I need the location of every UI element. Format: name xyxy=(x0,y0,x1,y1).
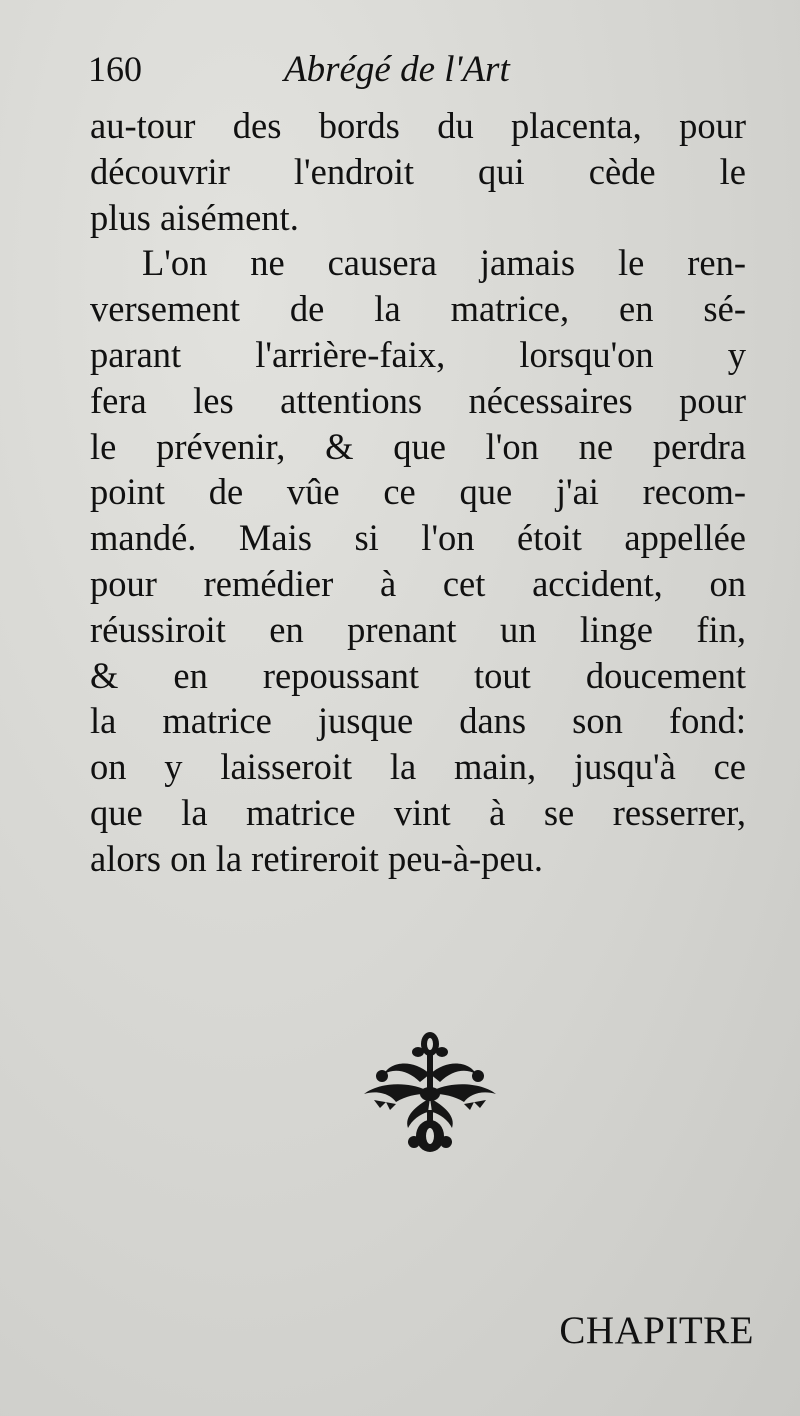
text-line: L'on ne causera jamais le ren- xyxy=(142,242,746,284)
fleuron-ornament-icon xyxy=(360,1028,500,1158)
text-line: mandé. Mais si l'on étoit appellée xyxy=(90,517,746,559)
text-line: découvrir l'endroit qui cède le xyxy=(90,150,746,192)
text-line: on y laisseroit la main, jusqu'à ce xyxy=(90,746,746,788)
text-line: point de vûe ce que j'ai recom- xyxy=(90,471,746,513)
text-line: le prévenir, & que l'on ne perdra xyxy=(90,425,746,467)
text-line: fera les attentions nécessaires pour xyxy=(90,379,746,421)
page-header xyxy=(88,48,748,96)
text-line: & en repoussant tout doucement xyxy=(90,654,746,696)
page-number: 160 xyxy=(88,49,142,89)
text-line: réussiroit en prenant un linge fin, xyxy=(90,608,746,650)
text-line: plus aisément. xyxy=(90,196,299,238)
text-line: la matrice jusque dans son fond: xyxy=(90,700,746,742)
text-line: alors on la retireroit peu-à-peu. xyxy=(90,837,544,879)
body-text xyxy=(90,103,746,882)
running-title: Abrégé de l'Art xyxy=(284,49,510,90)
text-line: pour remédier à cet accident, on xyxy=(90,562,746,604)
text-line: versement de la matrice, en sé- xyxy=(90,288,746,330)
text-line: parant l'arrière-faix, lorsqu'on y xyxy=(90,333,746,375)
catchword: CHAPITRE xyxy=(559,1309,754,1352)
text-line: au-tour des bords du placenta, pour xyxy=(90,105,746,146)
text-line: que la matrice vint à se resserrer, xyxy=(90,791,746,833)
